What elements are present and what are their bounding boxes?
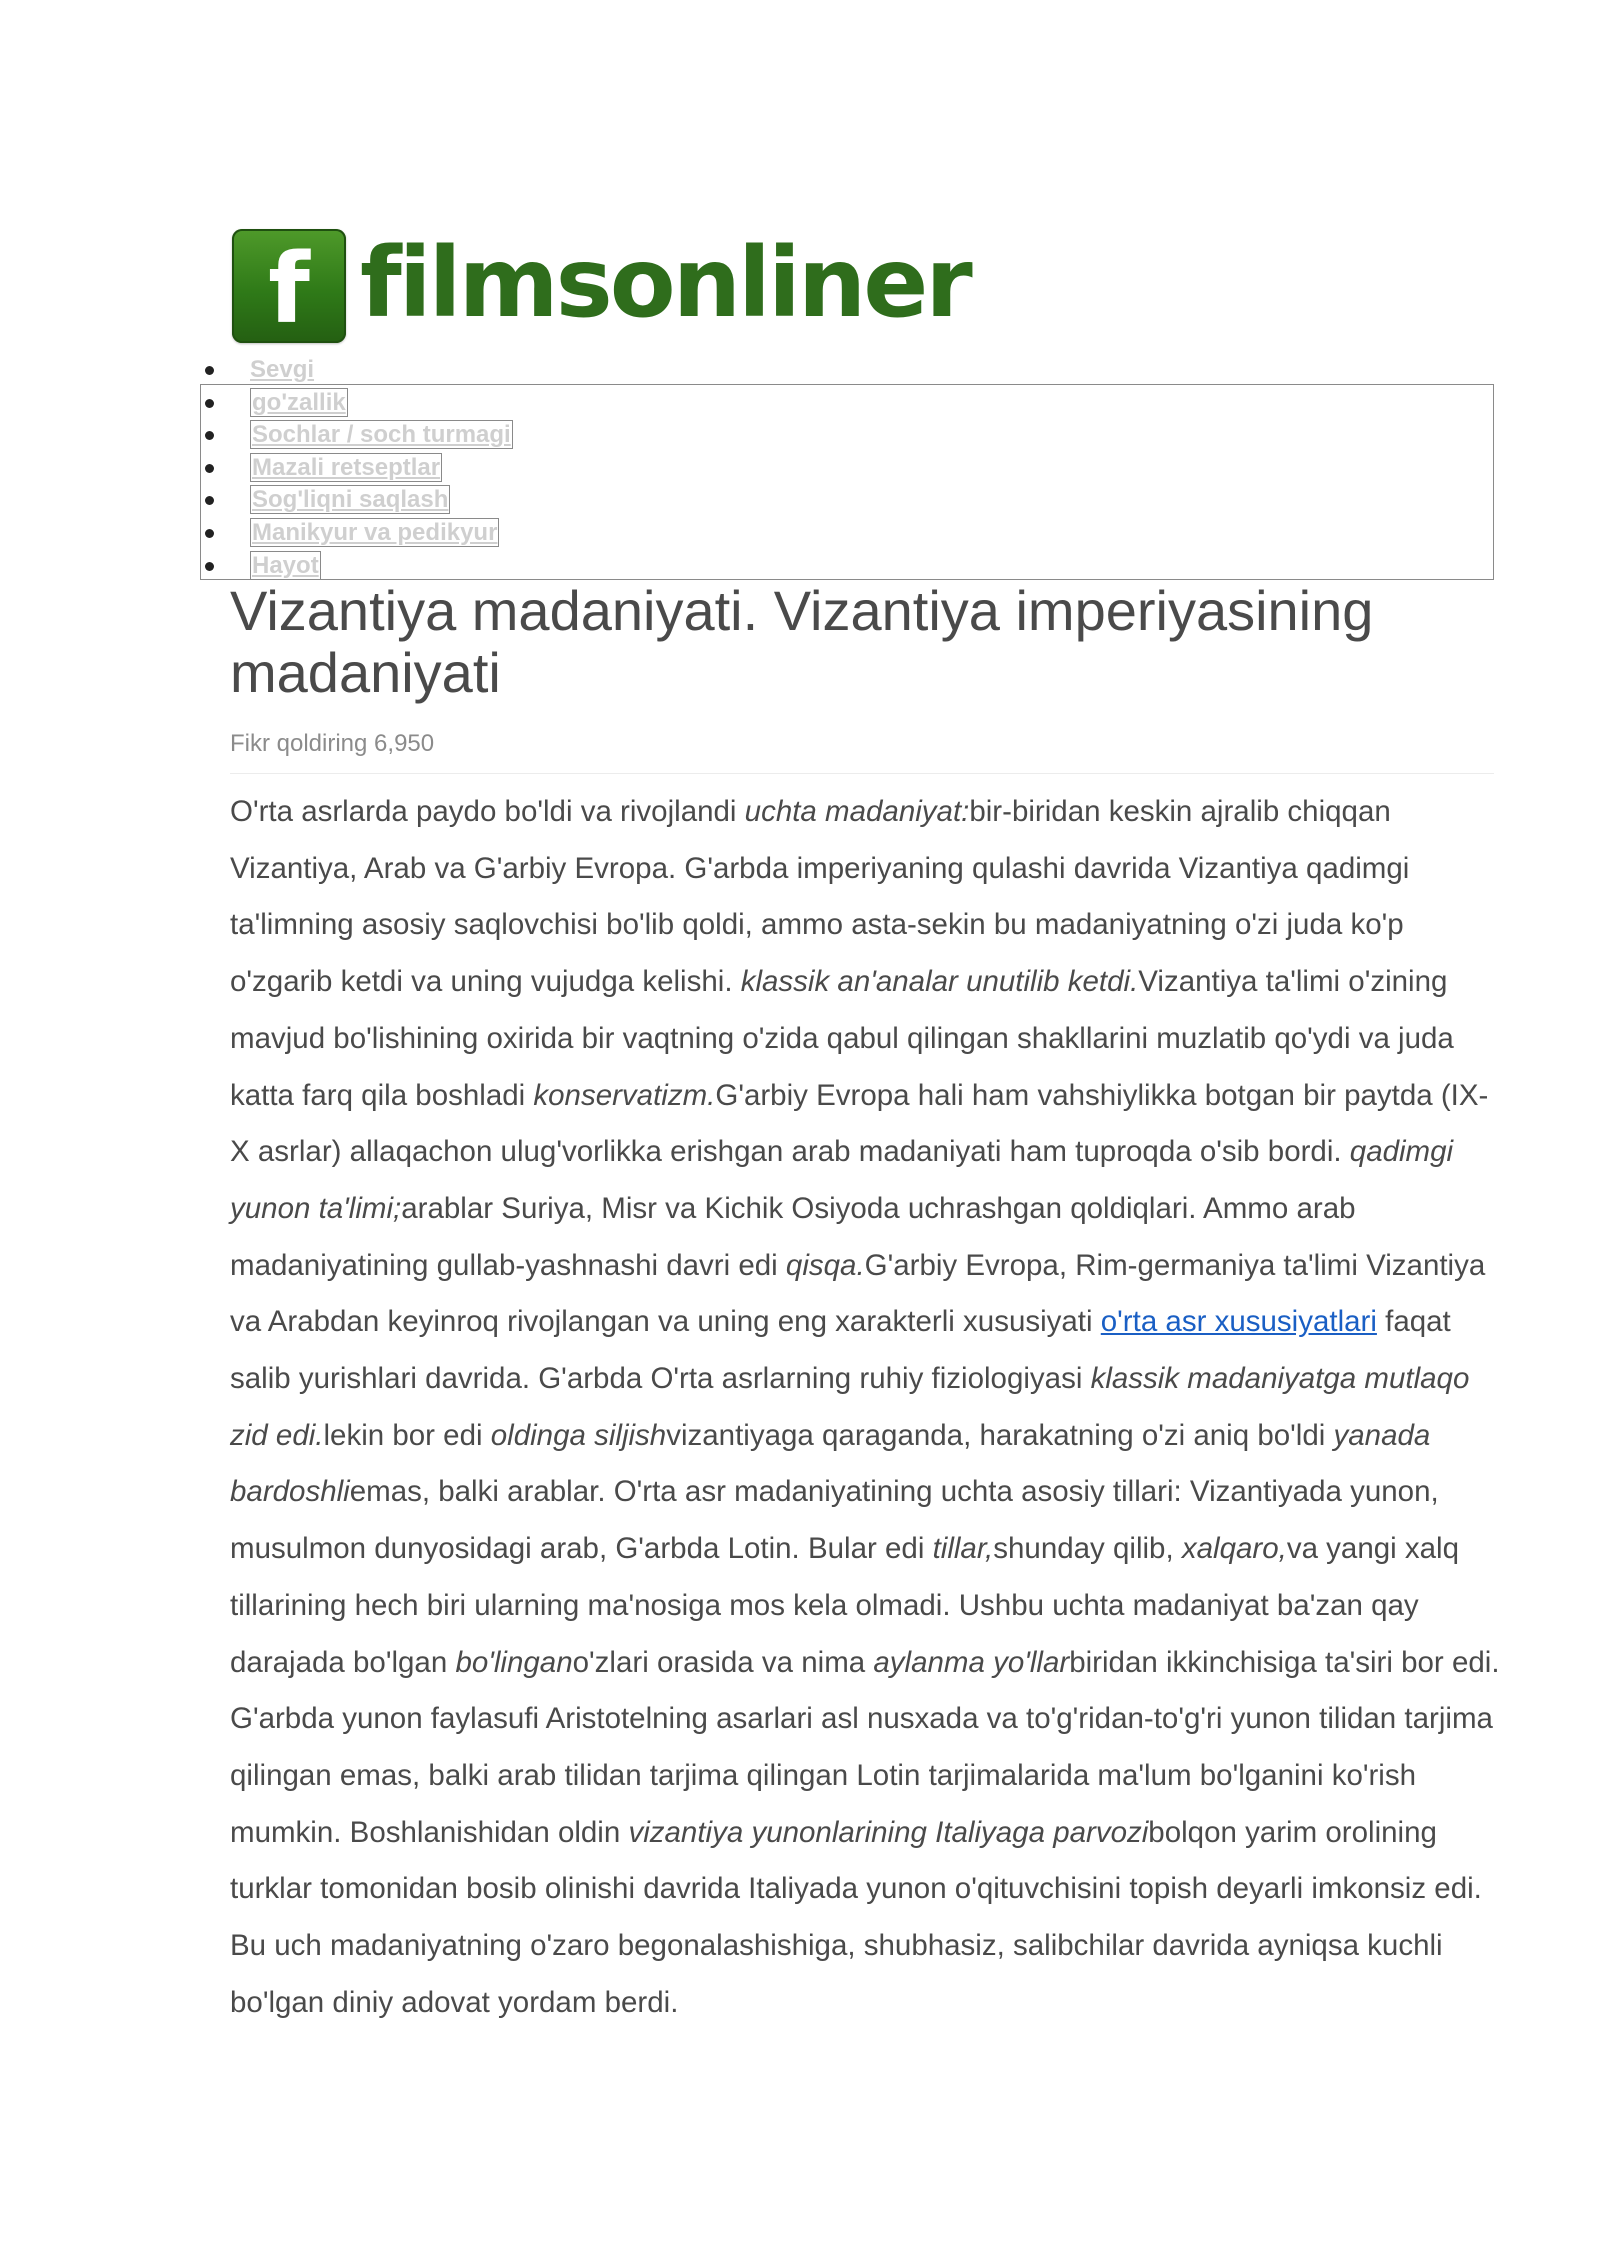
nav-link[interactable]: Mazali retseptlar [252, 453, 441, 481]
article-emphasis: oldinga siljish [490, 1418, 667, 1452]
article-text: vizantiyaga qaraganda, harakatning o'zi aniq bo'ldi [666, 1418, 1334, 1452]
article-text: o'zlari orasida va nima [572, 1645, 874, 1679]
bullet-icon [205, 464, 214, 473]
article-text: G'arbiy Evropa, Rim-germaniya ta'limi Vizantiya va Arabdan keyinroq rivojlangan va uning eng xarakterli xususiyati [230, 1248, 1486, 1339]
nav-item-gozallik [200, 387, 513, 420]
article-text: emas, balki arablar. O'rta asr madaniyatining uchta asosiy tillari: Vizantiyada yunon, musulmon dunyosidagi arab, G'arbda Lotin. Bular edi [230, 1475, 1439, 1566]
article-emphasis: uchta madaniyat: [744, 795, 970, 828]
article-text: faqat salib yurishlari davrida. G'arbda O'rta asrlarning ruhiy fiziologiyasi [230, 1305, 1451, 1396]
logo-mark-letter: f [268, 233, 310, 345]
article-emphasis: xalqaro, [1181, 1532, 1287, 1566]
article-text: G'arbiy Evropa hali ham vahshiylikka botgan bir paytda (IX-X asrlar) allaqachon ulug'vorlikka erishgan arab madaniyati ham tuproqda o'sib bordi. [230, 1078, 1489, 1169]
bullet-icon [205, 431, 214, 440]
main-nav [200, 354, 513, 582]
article-emphasis: konservatizm. [533, 1078, 716, 1112]
nav-link[interactable]: Sochlar / soch turmagi [252, 421, 511, 449]
bullet-icon [205, 399, 214, 408]
bullet-icon [205, 366, 214, 375]
article-emphasis: klassik madaniyatga mutlaqo zid edi. [230, 1362, 1470, 1452]
article-emphasis: qisqa. [785, 1248, 865, 1282]
logo-mark-icon [232, 229, 346, 343]
nav-link[interactable]: go'zallik [252, 388, 346, 416]
article-text: va yangi xalq tillarining hech biri ularning ma'nosiga mos kela olmadi. Ushbu uchta madaniyat ba'zan qay darajada bo'lgan [230, 1532, 1460, 1679]
bullet-icon [205, 496, 214, 505]
bullet-icon [205, 529, 214, 538]
nav-item-retseptlar [200, 452, 513, 485]
article-emphasis: qadimgi yunon ta'limi; [230, 1135, 1454, 1225]
article-emphasis: bo'lingan [455, 1645, 573, 1679]
article-text: bir-biridan keskin ajralib chiqqan Vizantiya, Arab va G'arbiy Evropa. G'arbda imperiyaning qulashi davrida Vizantiya qadimgi ta'limning asosiy saqlovchisi bo'lib qoldi, ammo asta-sekin bu madaniyatning o'zi juda ko'p o'zgarib ketdi va uning vujudga kelishi. [230, 795, 1410, 999]
nav-link[interactable]: Hayot [252, 551, 319, 579]
nav-link[interactable]: Sevgi [250, 356, 315, 383]
article-text: lekin bor edi [323, 1418, 491, 1452]
article-inline-link[interactable]: o'rta asr xususiyatlari [1100, 1305, 1377, 1339]
nav-item-sevgi [200, 354, 513, 387]
article-emphasis: tillar, [932, 1532, 994, 1566]
article-title: Vizantiya madaniyati. Vizantiya imperiyasining madaniyati [230, 579, 1374, 704]
article-emphasis: klassik an'analar unutilib ketdi. [740, 965, 1139, 999]
nav-link[interactable]: Sog'liqni saqlash [252, 486, 449, 514]
article-body [230, 784, 1500, 2031]
nav-item-manikyur [200, 517, 513, 550]
article-text: shunday qilib, [993, 1532, 1182, 1566]
article-text: O'rta asrlarda paydo bo'ldi va rivojlandi [230, 795, 745, 828]
site-logo[interactable] [232, 228, 970, 344]
article-text: arablar Suriya, Misr va Kichik Osiyoda uchrashgan qoldiqlari. Ammo arab madaniyatining gullab-yashnashi davri edi [230, 1191, 1356, 1282]
nav-item-sochlar [200, 419, 513, 452]
nav-item-soglik [200, 484, 513, 517]
bullet-icon [205, 562, 214, 571]
nav-item-hayot [200, 550, 513, 583]
article-text: biridan ikkinchisiga ta'siri bor edi. G'arbda yunon faylasufi Aristotelning asarlari asl nusxada va to'g'ridan-to'g'ri yunon tilidan tarjima qilingan emas, balki arab tilidan tarjima qilingan Lotin tarjimalarida ma'lum bo'lganini ko'rish mumkin. Boshlanishidan oldin [230, 1645, 1500, 1849]
divider [230, 773, 1494, 774]
article-text: Vizantiya ta'limi o'zining mavjud bo'lishining oxirida bir vaqtning o'zida qabul qilingan shakllarini muzlatib qo'ydi va juda katta farq qila boshladi [230, 965, 1454, 1112]
article-emphasis: aylanma yo'llar [873, 1645, 1070, 1679]
article-emphasis: vizantiya yunonlarining Italiyaga parvozi [628, 1815, 1149, 1849]
comments-count[interactable]: Fikr qoldiring 6,950 [230, 730, 435, 757]
logo-wordmark: filmsonliner [360, 227, 970, 339]
nav-link[interactable]: Manikyur va pedikyur [252, 518, 498, 546]
article-text: bolqon yarim orolining turklar tomonidan bosib olinishi davrida Italiyada yunon o'qituvchisini topish deyarli imkonsiz edi. Bu uch madaniyatning o'zaro begonalashishiga, shubhasiz, salibchilar davrida ayniqsa kuchli bo'lgan diniy adovat yordam berdi. [230, 1815, 1482, 2019]
article-emphasis: yanada bardoshli [230, 1418, 1431, 1509]
